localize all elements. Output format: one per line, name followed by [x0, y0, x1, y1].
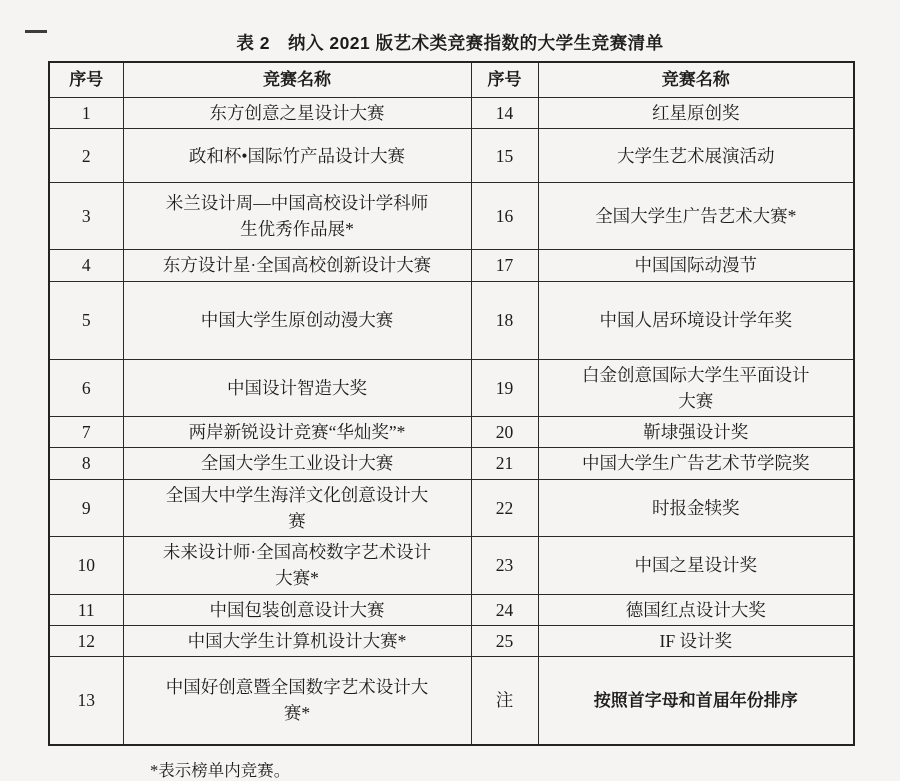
cell-no-right: 20	[471, 417, 538, 448]
table-row	[49, 448, 854, 479]
cell-no-right: 21	[471, 448, 538, 479]
table-row	[49, 98, 854, 129]
cell-no-right: 22	[471, 479, 538, 537]
table-row	[49, 359, 854, 417]
cell-name-right: 靳埭强设计奖	[538, 417, 854, 448]
table-row	[49, 657, 854, 745]
cell-name-right: 中国国际动漫节	[538, 250, 854, 281]
cell-no-right: 注	[471, 657, 538, 745]
footnote: *表示榜单内竞赛。	[150, 760, 291, 780]
cell-no-left: 1	[49, 98, 123, 129]
competition-table	[48, 61, 855, 746]
cell-name-left: 两岸新锐设计竞赛“华灿奖”*	[123, 417, 471, 448]
cell-no-left: 9	[49, 479, 123, 537]
cell-name-right: 中国人居环境设计学年奖	[538, 281, 854, 359]
cell-no-left: 12	[49, 625, 123, 656]
cell-name-left: 东方设计星·全国高校创新设计大赛	[123, 250, 471, 281]
header-name-right: 竞赛名称	[538, 62, 854, 98]
table-row	[49, 417, 854, 448]
cell-no-left: 10	[49, 537, 123, 595]
cell-no-right: 17	[471, 250, 538, 281]
cell-no-left: 8	[49, 448, 123, 479]
cell-no-left: 13	[49, 657, 123, 745]
cell-name-right: 德国红点设计大奖	[538, 594, 854, 625]
cell-no-left: 7	[49, 417, 123, 448]
cell-no-left: 6	[49, 359, 123, 417]
table-row	[49, 625, 854, 656]
cell-no-right: 19	[471, 359, 538, 417]
table-row	[49, 479, 854, 537]
table-row	[49, 594, 854, 625]
cell-name-right: 中国之星设计奖	[538, 537, 854, 595]
cell-no-right: 16	[471, 183, 538, 250]
table-row	[49, 129, 854, 183]
cell-no-left: 2	[49, 129, 123, 183]
cell-no-right: 15	[471, 129, 538, 183]
cell-name-left: 未来设计师·全国高校数字艺术设计大赛*	[123, 537, 471, 595]
cell-name-right: 时报金犊奖	[538, 479, 854, 537]
cell-no-right: 23	[471, 537, 538, 595]
cell-no-left: 5	[49, 281, 123, 359]
cell-name-left: 中国包装创意设计大赛	[123, 594, 471, 625]
cell-no-right: 24	[471, 594, 538, 625]
cell-name-left: 米兰设计周—中国高校设计学科师生优秀作品展*	[123, 183, 471, 250]
cell-no-left: 4	[49, 250, 123, 281]
cell-name-left: 全国大中学生海洋文化创意设计大赛	[123, 479, 471, 537]
cell-name-left: 政和杯•国际竹产品设计大赛	[123, 129, 471, 183]
cell-name-right: 大学生艺术展演活动	[538, 129, 854, 183]
cell-name-right: 红星原创奖	[538, 98, 854, 129]
cell-no-right: 14	[471, 98, 538, 129]
header-no-right: 序号	[471, 62, 538, 98]
header-no-left: 序号	[49, 62, 123, 98]
table-row	[49, 537, 854, 595]
cell-name-right: 白金创意国际大学生平面设计大赛	[538, 359, 854, 417]
cell-name-left: 中国好创意暨全国数字艺术设计大赛*	[123, 657, 471, 745]
table-header-row	[49, 62, 854, 98]
cell-note-text: 按照首字母和首届年份排序	[538, 657, 854, 745]
table-row	[49, 281, 854, 359]
cell-name-left: 全国大学生工业设计大赛	[123, 448, 471, 479]
cell-no-right: 18	[471, 281, 538, 359]
page-title: 表 2 纳入 2021 版艺术类竞赛指数的大学生竞赛清单	[236, 33, 664, 53]
cell-name-right: 全国大学生广告艺术大赛*	[538, 183, 854, 250]
table-row	[49, 183, 854, 250]
cell-name-left: 中国设计智造大奖	[123, 359, 471, 417]
cell-no-left: 11	[49, 594, 123, 625]
scan-artifact	[25, 30, 47, 33]
cell-name-left: 东方创意之星设计大赛	[123, 98, 471, 129]
table-row	[49, 250, 854, 281]
cell-no-left: 3	[49, 183, 123, 250]
cell-name-left: 中国大学生原创动漫大赛	[123, 281, 471, 359]
cell-no-right: 25	[471, 625, 538, 656]
cell-name-left: 中国大学生计算机设计大赛*	[123, 625, 471, 656]
cell-name-right: IF 设计奖	[538, 625, 854, 656]
header-name-left: 竞赛名称	[123, 62, 471, 98]
cell-name-right: 中国大学生广告艺术节学院奖	[538, 448, 854, 479]
